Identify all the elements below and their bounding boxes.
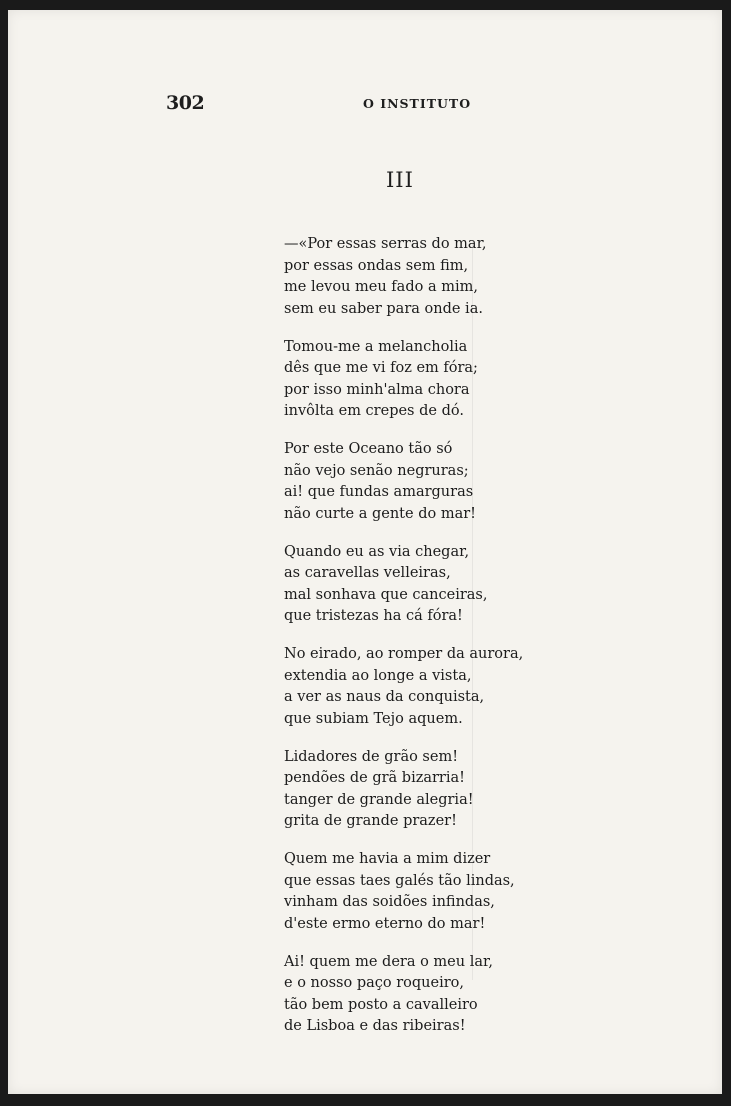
poem-line: não curte a gente do mar! [284,505,476,522]
poem-line: Tomou-me a melancholia [284,338,468,355]
poem-line: extendia ao longe a vista, [284,667,472,684]
poem-line: não vejo senão negruras; [284,462,469,479]
poem-line: e o nosso paço roqueiro, [284,975,464,991]
poem-line: d'este ermo eterno do mar! [284,915,486,932]
poem [284,234,584,1054]
poem-line: que tristezas ha cá fóra! [284,608,463,624]
stanza-4 [284,542,584,628]
section-number: III [386,168,414,192]
poem-line: grita de grande prazer! [284,813,457,829]
poem-line: pendões de grã bizarria! [284,770,465,786]
poem-line: me levou meu fado a mim, [284,279,478,295]
poem-line: por isso minh'alma chora [284,381,470,398]
stanza-7 [284,849,584,935]
poem-line: Lidadores de grão sem! [284,748,459,765]
poem-line: tanger de grande alegria! [284,791,474,808]
stanza-3 [284,439,584,525]
poem-line: de Lisboa e das ribeiras! [284,1018,466,1034]
poem-line: No eirado, ao romper da aurora, [284,646,524,662]
poem-line: mal sonhava que canceiras, [284,586,488,603]
page-number: 302 [166,92,205,114]
stanza-5 [284,644,584,730]
poem-line: que essas taes galés tão lindas, [284,872,515,889]
poem-line: que subiam Tejo aquem. [284,710,463,727]
poem-line: invôlta em crepes de dó. [284,403,464,419]
stanza-1 [284,234,584,320]
book-page [8,10,722,1094]
poem-line: Ai! quem me dera o meu lar, [284,953,493,970]
poem-line: vinham das soidões infindas, [284,894,495,910]
poem-line: ai! que fundas amarguras [284,484,474,500]
poem-line: as caravellas velleiras, [284,565,451,581]
stanza-6 [284,747,584,833]
poem-line: a ver as naus da conquista, [284,689,485,705]
stanza-8 [284,952,584,1038]
poem-line: sem eu saber para onde ia. [284,300,483,317]
stanza-2 [284,337,584,423]
page-header [8,92,722,116]
poem-line: Por este Oceano tão só [284,441,453,457]
poem-line: tão bem posto a cavalleiro [284,996,478,1013]
poem-line: —«Por essas serras do mar, [284,236,487,252]
poem-line: dês que me vi foz em fóra; [284,360,478,376]
poem-line: por essas ondas sem fim, [284,257,469,274]
poem-line: Quando eu as via chegar, [284,543,470,560]
poem-line: Quem me havia a mim dizer [284,851,491,867]
running-title: O INSTITUTO [363,96,472,111]
